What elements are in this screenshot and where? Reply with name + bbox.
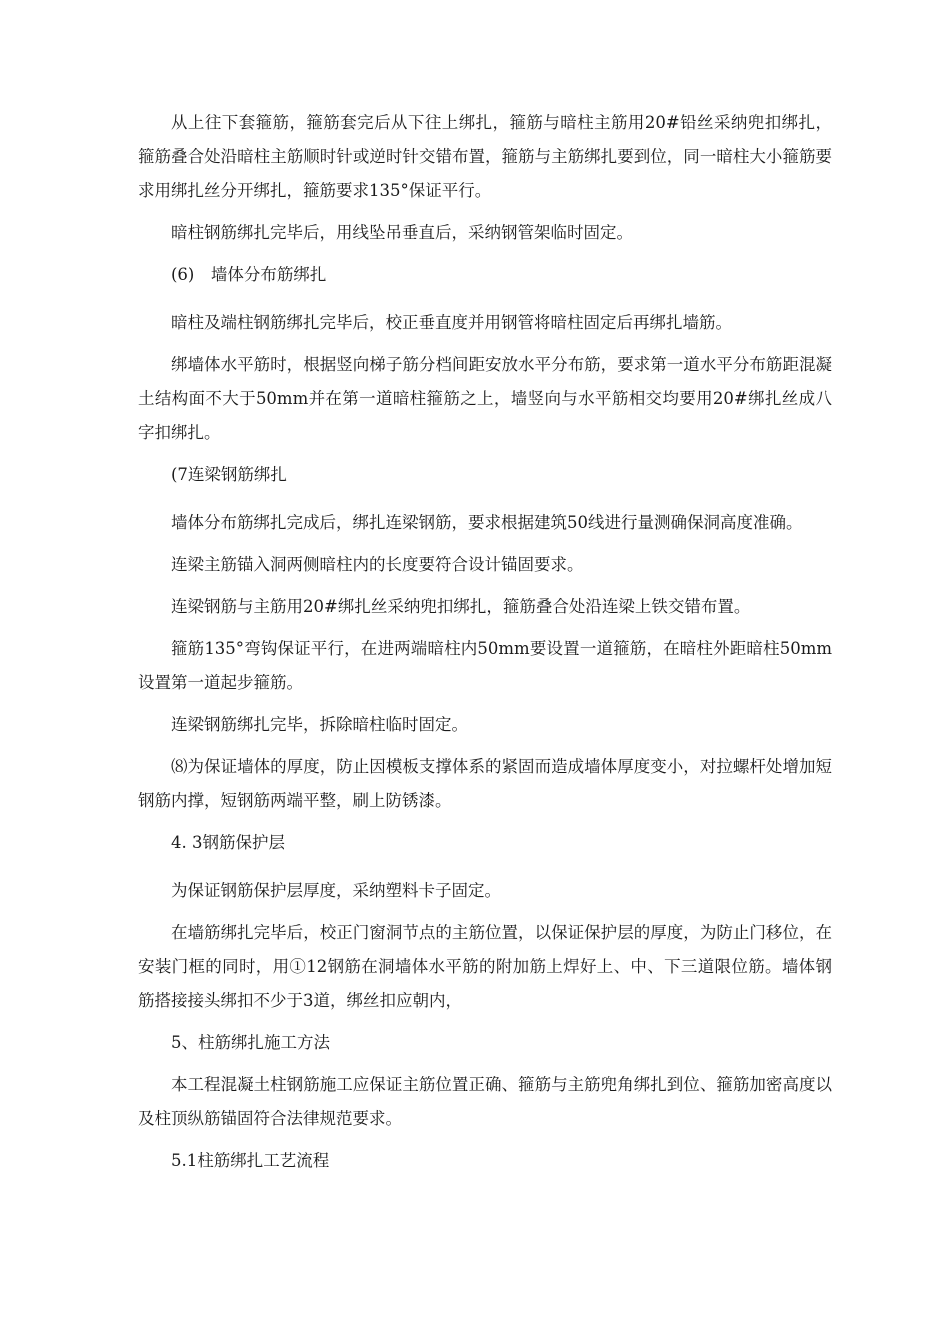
paragraph-horizontal-rebar: 绑墙体水平筋时，根据竖向梯子筋分档间距安放水平分布筋，要求第一道水平分布筋距混凝土结构面不大于50mm并在第一道暗柱箍筋之上，墙竖向与水平筋相交均要用20#绑扎丝成八字扣绑扎。 bbox=[138, 355, 832, 442]
heading-coupling-beam: (7连梁钢筋绑扎 bbox=[171, 465, 287, 484]
paragraph-door-window: 在墙筋绑扎完毕后，校正门窗洞节点的主筋位置，以保证保护层的厚度，为防止门移位，在安装门框的同时，用①12钢筋在洞墙体水平筋的附加筋上焊好上、中、下三道限位筋。墙体钢筋搭接接头绑扣不少于3道，绑丝扣应朝内， bbox=[138, 923, 832, 1010]
document-body bbox=[138, 106, 832, 1186]
heading-rebar-cover: 4. 3钢筋保护层 bbox=[171, 833, 285, 852]
paragraph-beam-stirrup: 连梁钢筋与主筋用20#绑扎丝采纳兜扣绑扎，箍筋叠合处沿连梁上铁交错布置。 bbox=[171, 597, 751, 616]
heading-column-method: 5、柱筋绑扎施工方法 bbox=[171, 1033, 330, 1052]
paragraph-wall-rebar-after-column: 暗柱及端柱钢筋绑扎完毕后，校正垂直度并用钢管将暗柱固定后再绑扎墙筋。 bbox=[171, 313, 732, 332]
paragraph-column-fixing: 暗柱钢筋绑扎完毕后，用线坠吊垂直后，采纳钢管架临时固定。 bbox=[171, 223, 633, 242]
paragraph-stirrup-binding: 从上往下套箍筋，箍筋套完后从下往上绑扎，箍筋与暗柱主筋用20#铅丝采纳兜扣绑扎，箍筋叠合处沿暗柱主筋顺时针或逆时针交错布置，箍筋与主筋绑扎要到位，同一暗柱大小箍筋要求用绑扎丝分开绑扎，箍筋要求135°保证平行。 bbox=[138, 113, 832, 200]
heading-column-process: 5.1柱筋绑扎工艺流程 bbox=[171, 1151, 330, 1170]
paragraph-anchorage: 连梁主筋锚入洞两侧暗柱内的长度要符合设计锚固要求。 bbox=[171, 555, 584, 574]
paragraph-cover-clips: 为保证钢筋保护层厚度，采纳塑料卡子固定。 bbox=[171, 881, 501, 900]
paragraph-coupling-beam-binding: 墙体分布筋绑扎完成后，绑扎连梁钢筋，要求根据建筑50线进行量测确保洞高度准确。 bbox=[171, 513, 803, 532]
paragraph-column-requirements: 本工程混凝土柱钢筋施工应保证主筋位置正确、箍筋与主筋兜角绑扎到位、箍筋加密高度以及柱顶纵筋锚固符合法律规范要求。 bbox=[138, 1075, 832, 1128]
paragraph-remove-fixing: 连梁钢筋绑扎完毕，拆除暗柱临时固定。 bbox=[171, 715, 468, 734]
paragraph-hook: 箍筋135°弯钩保证平行，在进两端暗柱内50mm要设置一道箍筋，在暗柱外距暗柱50mm设置第一道起步箍筋。 bbox=[138, 639, 832, 692]
heading-wall-rebar: (6) 墙体分布筋绑扎 bbox=[171, 265, 327, 284]
paragraph-wall-thickness: ⑻为保证墙体的厚度，防止因模板支撑体系的紧固而造成墙体厚度变小，对拉螺杆处增加短钢筋内撑，短钢筋两端平整，刷上防锈漆。 bbox=[138, 757, 832, 810]
